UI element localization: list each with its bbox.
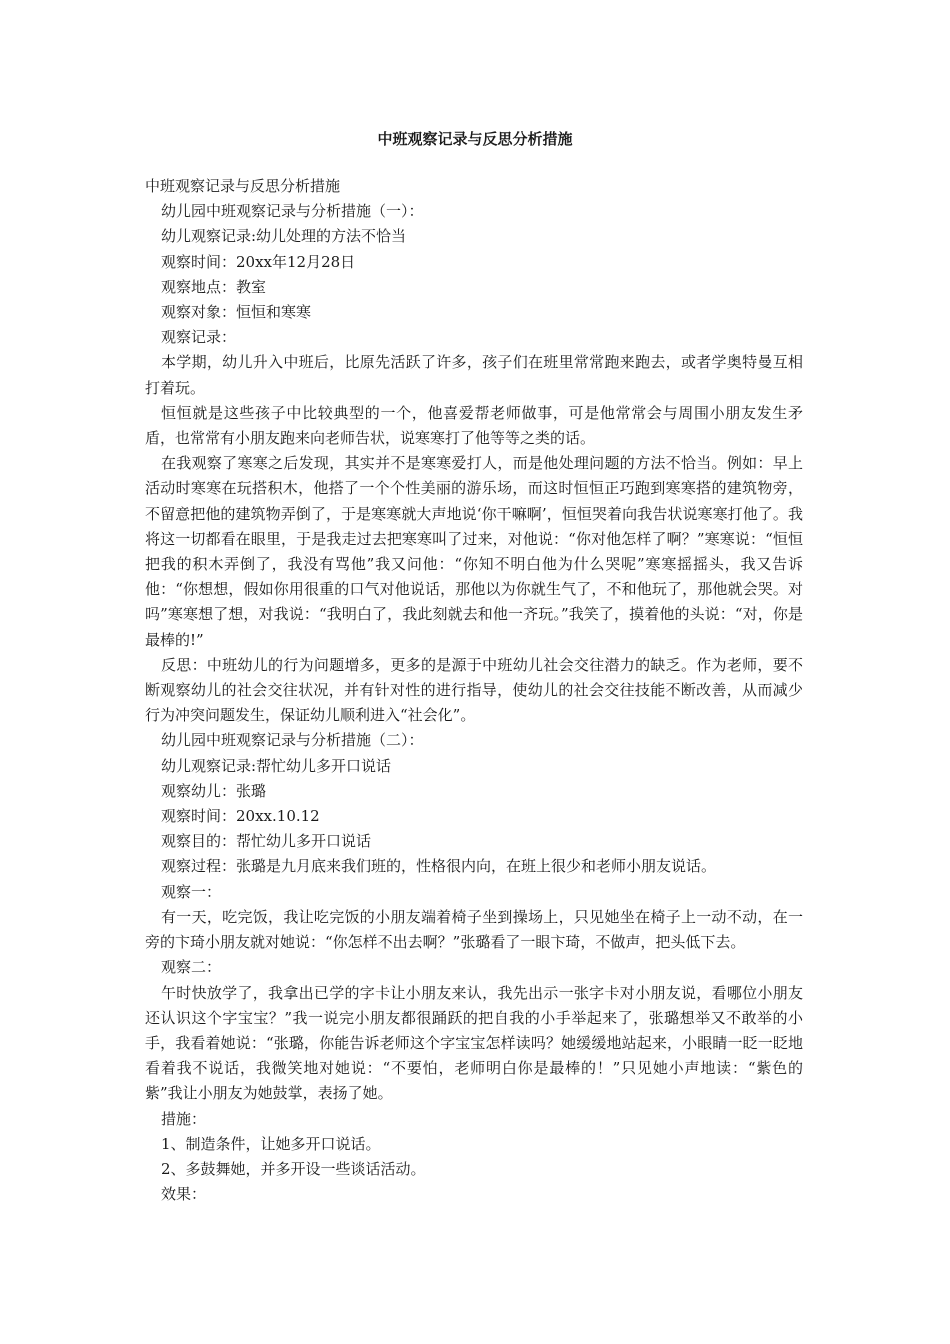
paragraph: 幼儿园中班观察记录与分析措施（一）： — [161, 202, 424, 221]
paragraph: 观察一： — [161, 882, 222, 901]
paragraph: 幼儿观察记录:帮忙幼儿多开口说话 — [161, 756, 392, 775]
paragraph: 1、制造条件，让她多开口说话。 — [161, 1134, 381, 1153]
paragraph: 幼儿园中班观察记录与分析措施（二）： — [161, 731, 424, 750]
paragraph: 效果： — [161, 1185, 207, 1204]
paragraph: 恒恒就是这些孩子中比较典型的一个，他喜爱帮老师做事，可是他常常会与周围小朋友发生矛盾，也常常有小朋友跑来向老师告状，说寒寒打了他等等之类的话。 — [145, 403, 803, 448]
paragraph: 有一天，吃完饭，我让吃完饭的小朋友端着椅子坐到操场上，只见她坐在椅子上一动不动，在一旁的卞琦小朋友就对她说：“你怎样不出去啊？”张璐看了一眼卞琦，不做声，把头低下去。 — [145, 907, 803, 952]
paragraph: 幼儿观察记录:幼儿处理的方法不恰当 — [161, 227, 407, 246]
paragraph: 观察时间：20xx.10.12 — [161, 807, 320, 826]
document-body — [145, 174, 803, 1207]
paragraph: 观察二： — [161, 958, 222, 977]
paragraph: 观察幼儿：张璐 — [161, 781, 267, 800]
paragraph: 观察时间：20xx年12月28日 — [161, 252, 356, 271]
paragraph: 观察过程：张璐是九月底来我们班的，性格很内向，在班上很少和老师小朋友说话。 — [161, 857, 717, 876]
paragraph: 反思：中班幼儿的行为问题增多，更多的是源于中班幼儿社会交往潜力的缺乏。作为老师，要不断观察幼儿的社会交往状况，并有针对性的进行指导，使幼儿的社会交往技能不断改善，从而减少行为冲突问题发生，保证幼儿顺利进入“社会化”。 — [145, 655, 803, 725]
paragraph: 本学期，幼儿升入中班后，比原先活跃了许多，孩子们在班里常常跑来跑去，或者学奥特曼互相打着玩。 — [145, 353, 803, 397]
paragraph: 措施： — [161, 1109, 207, 1128]
paragraph: 观察目的：帮忙幼儿多开口说话 — [161, 832, 372, 851]
paragraph-heading: 中班观察记录与反思分析措施 — [145, 177, 341, 195]
paragraph: 观察地点：教室 — [161, 277, 267, 296]
paragraph: 午时快放学了，我拿出已学的字卡让小朋友来认，我先出示一张字卡对小朋友说，看哪位小朋友还认识这个字宝宝？”我一说完小朋友都很踊跃的把自我的小手举起来了，张璐想举又不敢举的小手，我看着她说：“张璐，你能告诉老师这个字宝宝怎样读吗？她缓缓地站起来，小眼睛一眨一眨地看着我不说话，我微笑地对她说：“不要怕，老师明白你是最棒的！”只见她小声地读：“紫色的紫”我让小朋友为她鼓掌，表扬了她。 — [145, 983, 803, 1103]
paragraph: 观察记录： — [161, 328, 237, 347]
page-title: 中班观察记录与反思分析措施 — [377, 130, 573, 148]
paragraph: 在我观察了寒寒之后发现，其实并不是寒寒爱打人，而是他处理问题的方法不恰当。例如：早上活动时寒寒在玩搭积木，他搭了一个个性美丽的游乐场，而这时恒恒正巧跑到寒寒搭的建筑物旁，不留意把他的建筑物弄倒了，于是寒寒就大声地说‘你干嘛啊’，恒恒哭着向我告状说寒寒打他了。我将这一切都看在眼里，于是我走过去把寒寒叫了过来，对他说：“你对他怎样了啊？”寒寒说：“恒恒把我的积木弄倒了，我没有骂他”我又问他：“你知不明白他为什么哭呢”寒寒摇摇头，我又告诉他：“你想想，假如你用很重的口气对他说话，那他以为你就生气了，不和他玩了，那他就会哭。对吗”寒寒想了想，对我说：“我明白了，我此刻就去和他一齐玩。”我笑了，摸着他的头说：“对，你是最棒的!” — [145, 454, 803, 649]
paragraph: 观察对象：恒恒和寒寒 — [161, 303, 312, 322]
paragraph: 2、多鼓舞她，并多开设一些谈话活动。 — [161, 1159, 426, 1178]
